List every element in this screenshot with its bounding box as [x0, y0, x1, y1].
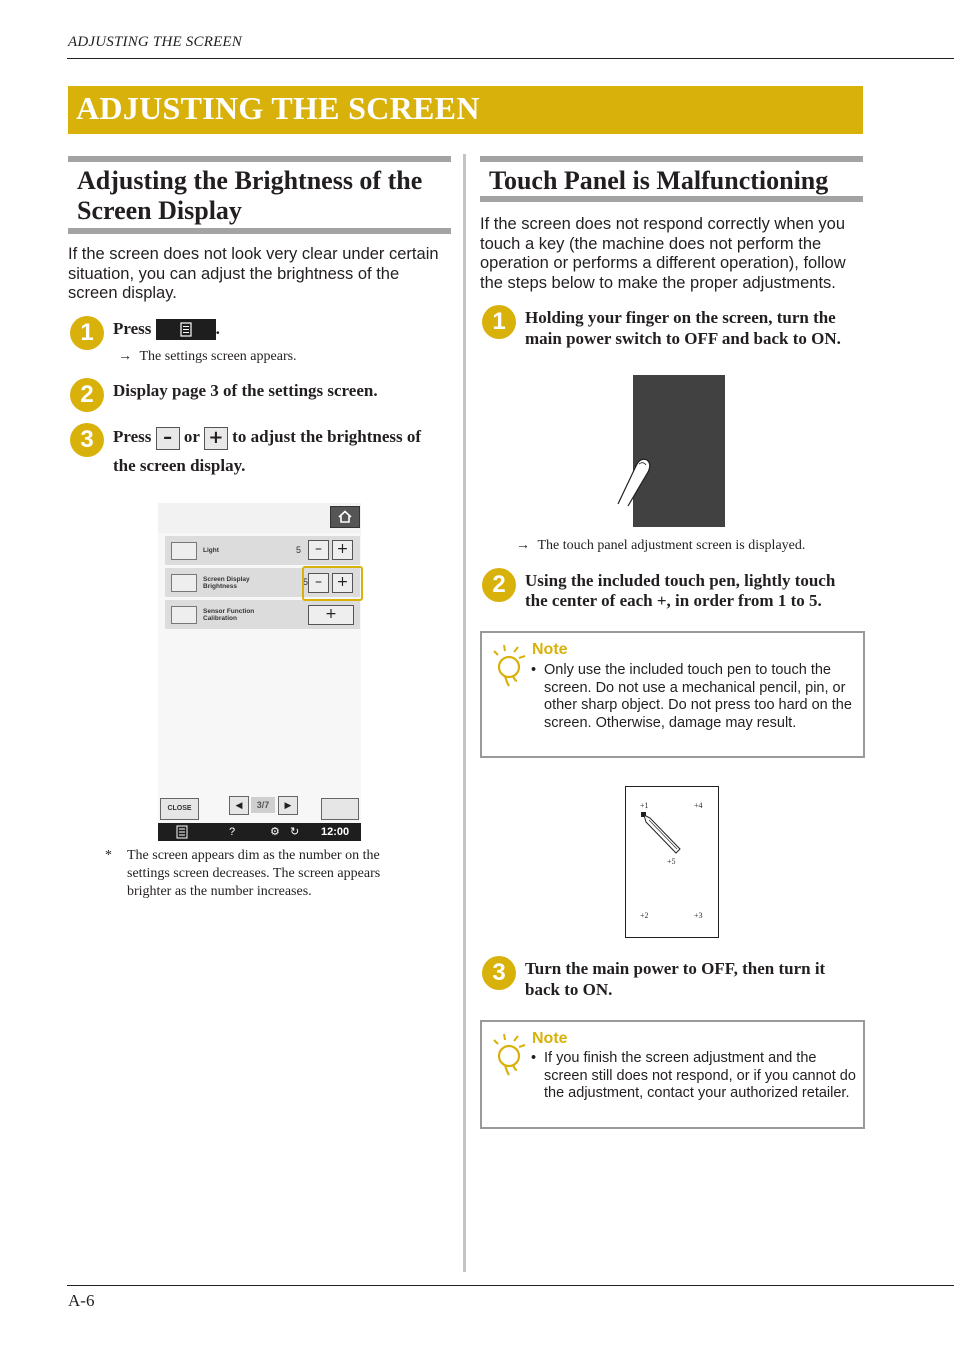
brightness-buttons-highlight: [302, 566, 363, 601]
touch-step3-line1: Turn the main power to OFF, then turn it: [525, 959, 826, 978]
column-divider: [463, 154, 466, 1272]
step1-text: [113, 318, 220, 341]
page-current: 3: [256, 800, 262, 810]
touch-step3-line2: back to ON.: [525, 980, 613, 999]
touch-step1-line2: main power switch to OFF and back to ON.: [525, 329, 841, 348]
step3-press-label: Press: [113, 427, 152, 446]
step3-rest-label: to adjust the brightness of: [232, 427, 422, 446]
sewing-machine-icon[interactable]: [321, 798, 359, 820]
touch-step1-badge: 1: [482, 305, 516, 339]
status-bar: [158, 823, 361, 841]
step3-text: [113, 426, 421, 450]
page-number: A-6: [68, 1291, 95, 1310]
setting-value: 5: [296, 545, 302, 555]
note-box-2: [480, 1020, 865, 1129]
touch-step2-line2: the center of each +, in order from 1 to 5.: [525, 591, 822, 610]
calib-point-4: +4: [694, 801, 703, 810]
step1-period: .: [215, 319, 220, 338]
settings-menu-icon[interactable]: [176, 823, 188, 841]
touch-step3-badge: 3: [482, 956, 516, 990]
close-button[interactable]: CLOSE: [160, 798, 199, 820]
touch-step1-result: [516, 537, 805, 555]
note-title: Note: [532, 1030, 568, 1047]
step2-text: Display page 3 of the settings screen.: [113, 381, 378, 400]
step1-result: [118, 348, 297, 366]
touch-step2-badge: 2: [482, 568, 516, 602]
step3-line2: the screen display.: [113, 456, 246, 475]
calib-point-1: +1: [640, 801, 649, 810]
step1-press-label: Press: [113, 319, 152, 338]
touch-step1-line1: Holding your finger on the screen, turn the: [525, 308, 836, 327]
sensor-calibration-icon: [171, 606, 197, 624]
screen-brightness-icon: [171, 574, 197, 592]
note-text: Only use the included touch pen to touch the screen. Do not use a mechanical pencil, pin, or other sharp object. Do not press too hard on the screen. Otherwise, damage may result.: [544, 662, 852, 731]
page-navigator: [229, 796, 297, 814]
page-total: 7: [264, 800, 270, 810]
calib-point-5: +5: [667, 857, 676, 866]
setting-value: 5: [303, 577, 309, 587]
setting-row-calibration: [165, 600, 360, 630]
touch-panel-heading: Touch Panel is Malfunctioning: [489, 166, 829, 195]
touch-pen-icon: [636, 807, 686, 857]
setting-label: Light: [203, 547, 219, 554]
calib-point-2: +2: [640, 911, 649, 920]
result-arrow-icon: →: [118, 349, 132, 364]
brightness-plus-button[interactable]: +: [332, 573, 353, 593]
home-icon: [330, 506, 360, 528]
sewing-machine-light-icon: [171, 542, 197, 560]
light-minus-button[interactable]: –: [308, 540, 329, 560]
touch-panel-intro: If the screen does not respond correctly when you touch a key (the machine does not perform the operation or performs a different operation), follow the steps below to make the proper adjustments.: [480, 215, 846, 292]
note-bullet: •: [531, 1050, 537, 1066]
lightbulb-icon: [492, 1034, 526, 1078]
calib-point-3: +3: [694, 911, 703, 920]
brightness-section-heading: [68, 156, 451, 234]
touch-step1-result-text: The touch panel adjustment screen is displayed.: [537, 538, 806, 553]
note-text: If you finish the screen adjustment and the screen still does not respond, or if you cannot do the adjustment, contact your authorized retailer.: [544, 1050, 856, 1101]
light-plus-button[interactable]: +: [332, 540, 353, 560]
next-page-button[interactable]: ▶: [278, 796, 298, 815]
settings-key-icon: [156, 319, 216, 340]
touch-panel-section-heading: [480, 156, 863, 202]
result-arrow-icon: →: [516, 538, 530, 553]
setting-label: Sensor Function: [203, 608, 255, 615]
setting-row-light: [165, 536, 360, 566]
step1-badge: 1: [70, 316, 104, 350]
footnote-mark: *: [105, 848, 112, 863]
minus-key-icon: –: [156, 427, 180, 450]
chapter-title-bar: [68, 86, 863, 134]
brightness-intro: If the screen does not look very clear under certain situation, you can adjust the brightness of the screen display.: [68, 245, 439, 302]
brightness-heading-line1: Adjusting the Brightness of the: [77, 166, 423, 195]
step3-or-label: or: [183, 427, 200, 446]
note-title: Note: [532, 641, 568, 658]
chapter-title: ADJUSTING THE SCREEN: [76, 90, 480, 126]
calibration-screen-illustration: [625, 786, 719, 938]
prev-page-button[interactable]: ◀: [229, 796, 249, 815]
top-rule: [67, 58, 954, 59]
brightness-minus-button[interactable]: –: [308, 573, 329, 593]
step1-result-text: The settings screen appears.: [139, 349, 297, 364]
clock-time: 12:00: [321, 826, 350, 838]
step2-badge: 2: [70, 378, 104, 412]
plus-key-icon: +: [204, 427, 228, 450]
calibration-button[interactable]: +: [308, 605, 354, 625]
refresh-icon: ↻: [290, 826, 300, 838]
machine-status-icon: ⚙: [270, 826, 280, 838]
running-head: ADJUSTING THE SCREEN: [68, 34, 242, 50]
settings-screen-illustration: [158, 503, 361, 841]
setting-label-line2: Brightness: [203, 583, 237, 590]
finger-icon: [610, 452, 655, 507]
note-box-1: [480, 631, 865, 758]
touch-step2-line1: Using the included touch pen, lightly touch: [525, 571, 836, 590]
brightness-footnote: The screen appears dim as the number on the settings screen decreases. The screen appears brighter as the number increases.: [127, 848, 381, 899]
lightbulb-icon: [492, 645, 526, 689]
help-button[interactable]: ?: [229, 826, 236, 838]
setting-label-line2: Calibration: [203, 615, 237, 622]
brightness-heading-line2: Screen Display: [77, 196, 242, 225]
step3-badge: 3: [70, 423, 104, 457]
setting-label: Screen Display: [203, 576, 250, 583]
note-bullet: •: [531, 662, 537, 678]
bottom-rule: [67, 1285, 954, 1286]
page-indicator: 3/7: [251, 797, 275, 813]
